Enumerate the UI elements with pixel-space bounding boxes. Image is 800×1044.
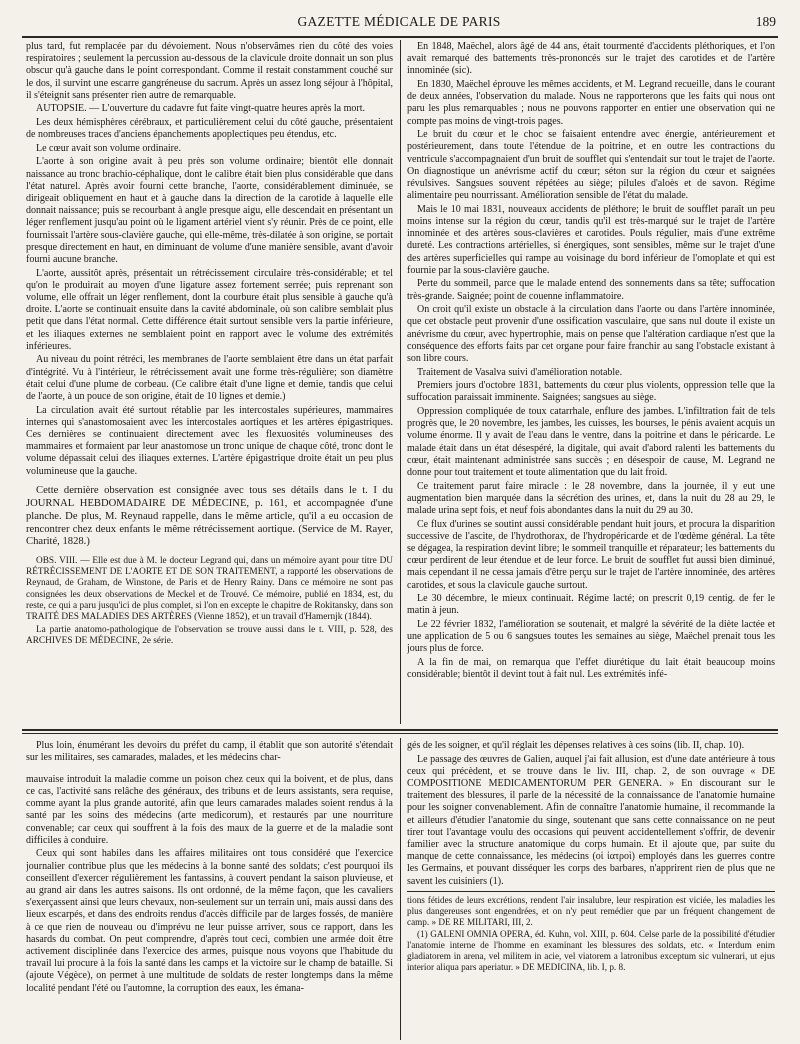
paragraph: La partie anatomo-pathologique de l'observation se trouve aussi dans le t. VIII, p. 528, des ARCHIVES DE MÉDECINE, 2e série.	[26, 624, 393, 647]
observation-heading: OBS. VIII. — Elle est due à M. le docteur Legrand qui, dans un mémoire ayant pour titre DU RÉTRÉCISSEMENT DE L'AORTE ET DE SON TRAITEMENT, a rapporté les observations de Reynaud, de Graham, de Winstone, de Paris et de Henry Rainy. Dans ce mémoire ne sont pas consignées les deux observations de Meckel et de Trouvé. Ce mémoire, publié en 1834, est, du reste, ce qui a paru jusqu'ici de plus complet, si l'on en excepte le chapitre de Rokitansky, dans son TRAITÉ DES MALADIES DES ARTÈRES (Vienne 1852), et un travail d'Hamernjk (1844).	[26, 555, 393, 623]
paragraph: Le bruit du cœur et le choc se faisaient entendre avec énergie, antérieurement et postérieurement, dans toute l'étendue de la poitrine, et en outre les contractions du ventricule s'accompagnaient d'un bruit de soufflet qui s'entendait sur tout le trajet de l'aorte. On diagnostique un anévrisme actif du cœur; séton sur la région du cœur et saignées révulsives. Sangsues souvent répétées au siège; pilules d'aloès et de savon. Régime alimentaire peu nourrissant. Amélioration sensible de l'état du malade.	[407, 129, 775, 202]
paragraph: Ce traitement parut faire miracle : le 28 novembre, dans la journée, il y eut une augmentation bien marquée dans la sécrétion des urines, et, dans la nuit du 28 au 29, le malade urina sept fois, et neuf fois abondantes dans la nuit du 29 au 30.	[407, 480, 775, 517]
autopsy-heading: AUTOPSIE. — L'ouverture du cadavre fut faite vingt-quatre heures après la mort.	[36, 103, 366, 115]
paragraph: Traitement de Vasalva suivi d'amélioration notable.	[417, 366, 623, 378]
column-divider	[400, 40, 401, 724]
paragraph: Oppression compliquée de toux catarrhale, enflure des jambes. L'infiltration fait de tels progrès que, le 20 novembre, les jambes, les cuisses, les bourses, le pénis avaient acquis un volume énorme. Il y avait de l'eau dans le ventre, dans la poitrine et dans le péricarde. Le malade était dans un état désespéré, la digitale, qui avait d'abord ralenti les battements du cœur, était maintenant administrée sans succès ; en désespoir de cause, M. Legrand ne donne pour tout traitement et toute alimentation que du lait froid.	[407, 406, 775, 479]
feuilleton-column-divider	[400, 738, 401, 1040]
page-header	[22, 14, 776, 36]
journal-title: GAZETTE MÉDICALE DE PARIS	[297, 14, 501, 29]
paragraph: Cette dernière observation est consignée avec tous ses détails dans le t. I du JOURNAL HEBDOMADAIRE DE MÉDECINE, p. 161, et accompagnée d'une planche. De plus, M. Reynaud rappelle, dans le même article, qu'il a eu occasion de rencontrer chez deux enfants le même rétrécissement aortique. (Service de M. Rayer, Charité, 1828.)	[26, 485, 393, 548]
paragraph: Plus loin, énumérant les devoirs du préfet du camp, il établit que son autorité s'étendait sur les militaires, ses camarades, malades, et les médecins char-	[26, 740, 393, 764]
paragraph: La circulation avait été surtout rétablie par les intercostales supérieures, mammaires internes qui s'anastomosaient avec les intercostales aortiques et les artères épigastriques. Ces dernières se continuaient directement avec les flexuosités volumineuses des mammaires et formaient par leur anastomose un tronc unique de chaque côté, tronc dont le volume dépassait celui des iliaques externes. L'artère épigastrique droite était un peu plus volumineuse que la gauche.	[26, 404, 393, 477]
paragraph: A la fin de mai, on remarqua que l'effet diurétique du lait était beaucoup moins considérable; bientôt il devint tout à fait nul. Les extrémités infé-	[407, 657, 775, 681]
feuilleton-rule-thin	[22, 733, 778, 734]
footnote-rule	[407, 891, 775, 892]
paragraph: Mais le 10 mai 1831, nouveaux accidents de pléthore; le bruit de soufflet paraît un peu moins intense sur la région du cœur, tandis qu'il est très-marqué sur le trajet de l'artère innominée et des artères sous-clavières et carotides. Pouls régulier, mais d'une extrême dureté. Les contractions artérielles, si énergiques, sont sensibles, même sur le trajet d'une des artères superficielles qui rampe au voisinage du bord inférieur de l'omoplate et qui est fournie par la sous-clavière gauche.	[407, 203, 775, 276]
feuilleton-right-column	[407, 740, 775, 1040]
header-rule	[22, 36, 778, 38]
paragraph: Le 22 février 1832, l'amélioration se soutenait, et malgré la sévérité de la diète lactée et une application de 5 ou 6 sangsues toutes les semaines au siège, Maëchel prenait tous les jours plus de force.	[407, 619, 775, 655]
paragraph: On croit qu'il existe un obstacle à la circulation dans l'aorte ou dans l'artère innominée, que cet obstacle peut provenir d'une ossification vasculaire, que sans nul doute il existe un anévrisme du cœur, avec hypertrophie, mais on pense que l'altération cardiaque n'est que la conséquence des efforts faits par cet organe pour faire franchir au sang l'obstacle existant à son libre cours.	[407, 304, 775, 365]
paragraph: Le cœur avait son volume ordinaire.	[36, 142, 181, 154]
paragraph: Le 30 décembre, le mieux continuait. Régime lacté; on prescrit 0,19 centig. de fer le matin à jeun.	[407, 593, 775, 617]
paragraph: Ceux qui sont habiles dans les affaires militaires ont tous considéré que l'exercice journalier contribue plus que les médecins à la bonne santé des soldats; c'est pourquoi ils conseillent d'exercer régulièrement les fantassins, à couvert pendant la saison pluvieuse, et au grand air dans les autres saisons. Ils ont ordonné, de la même façon, que les cavaliers s'exerçassent ainsi que leurs chevaux, non-seulement sur un terrain uni, mais aussi dans des lieux escarpés, et dans des endroits rendus d'accès difficile par de larges fossés, de manière à ce que rien de nouveau ou d'imprévu ne leur puisse arriver, sous ce rapport, dans les hasards du combat. On peut comprendre, d'après tout ceci, combien une armée doit être activement disciplinée dans l'exercice des armes, puisque nous voyons que l'habitude du travail lui procure à la fois la santé dans les camps et la victoire sur le champ de bataille. Si (ajoute Végèce), on permet à une multitude de soldats de rester longtemps dans la même localité pendant l'été ou l'automne, la corruption des eaux, les émana-	[26, 848, 393, 994]
paragraph: tions fétides de leurs excrétions, rendent l'air insalubre, leur respiration est viciée, les maladies les plus dangereuses sont engendrées, et on n'y peut remédier que par un fréquent changement de camp. » DE RE MILITARI, III, 2.	[407, 894, 775, 927]
paragraph: Ce flux d'urines se soutint aussi considérable pendant huit jours, et procura la disparition successive de l'ascite, de l'hydrothorax, de l'hydropéricarde et de l'œdème général. La tête se dégagea, la respiration devint libre; le sommeil tranquille et réparateur; les battements du cœur perdirent de leur étendue et de leur force. Le bruit de soufflet fut aussi bien diminué, mais cependant il ne cessa jamais d'être perçu sur le trajet de l'artère innominée, des artères carotides, et sous la clavicule gauche surtout.	[407, 518, 775, 591]
paragraph: L'aorte, aussitôt après, présentait un rétrécissement circulaire très-considérable; et tel qu'on le produirait au moyen d'une ligature assez fortement serrée; puis reprenant son volume, elle offrait un léger renflement, dont la courbure était plus sensible à gauche qu'à droite. L'aorte se continuait ensuite dans la cavité abdominale, où son calibre semblait plus petit que dans l'état normal. Cette différence était surtout sensible vers la partie inférieure, et les iliaques externes ne semblaient point en rapport avec le volume des extrémités inférieures.	[26, 267, 393, 352]
paragraph: mauvaise introduit la maladie comme un poison chez ceux qui la boivent, et de plus, dans ce cas, l'activité sans relâche des généraux, des tribuns et de leurs assistants, sera requise, comme ayant la plus grande autorité, afin que leurs camarades malades soient rendus à la santé par les soins des médecins (arte medicorum), et restaurés par une nourriture convenable; car ceux qui souffrent à la fois des maux de la guerre et de la maladie sont difficiles à conduire.	[26, 773, 393, 846]
paragraph: Le passage des œuvres de Galien, auquel j'ai fait allusion, est d'une date antérieure à tous ceux qui précèdent, et se trouve dans le liv. III, chap. 2, de son ouvrage « DE COMPOSITIONE MEDICAMENTORUM PER GENERA. » En discourant sur le traitement des blessures, il parle de la nécessité de la connaissance de l'anatomie humaine pour les soigner convenablement. Afin de connaître l'anatomie humaine, il recommande la et ailleurs d'étudier l'anatomie du singe, soutenant que sans cette connaissance on ne peut tirer tout l'avantage voulu des occasions qui peuvent accidentellement s'offrir, de devenir familier avec la structure anatomique du corps humain. Et il ajoute que, par suite du manque de cette connaissance, les médecins (οἱ ἰατροὶ) employés dans les guerres contre les Germains, et pouvant disséquer les corps des barbares, n'apprirent rien de plus que ne savent les cuisiniers (1).	[407, 753, 775, 887]
footnote: (1) GALENI OMNIA OPERA, éd. Kuhn, vol. XIII, p. 604. Celse parle de la possibilité d'étudier l'anatomie interne de l'homme en examinant les blessures des soldats, etc. « Interdum enim gladiatorem in arena, vel militem in acie, vel viatorem a latronibus exceptum sic vulnerari, ut ejus interior aliqua pars aperiatur. » DE MEDICINA, lib. I, p. 8.	[407, 929, 775, 973]
feuilleton-left-column	[26, 740, 393, 1040]
paragraph: Perte du sommeil, parce que le malade entend des sonnements dans sa tête; suffocation très-grande. Saignée; point de couenne inflammatoire.	[407, 278, 775, 302]
paragraph: gés de les soigner, et qu'il réglait les dépenses relatives à ces soins (lib. II, chap. 10).	[407, 740, 745, 751]
right-column	[407, 41, 775, 721]
paragraph: Au niveau du point rétréci, les membranes de l'aorte semblaient être dans un état parfait d'intégrité. Vu à l'intérieur, le rétrécissement avait une forme très-régulière; son diamètre était celui d'une plume de corbeau. (Ce calibre était d'une ligne et demie, tandis que celui de l'aorte, à un pouce de son origine, était de 10 lignes et demie.)	[26, 354, 393, 403]
left-column	[26, 41, 393, 721]
paragraph: plus tard, fut remplacée par du dévoiement. Nous n'observâmes rien du côté des voies respiratoires ; seulement la percussion au-dessous de la clavicule droite donnait un son plus obscur qu'à gauche dans le point correspondant. Comme il restait constamment couché sur le dos, il survint une escarre gangréneuse du sacrum. Après un assez long séjour à l'hôpital, il s'éteignit sans présenter rien autre de remarquable.	[26, 41, 393, 101]
feuilleton-rule	[22, 729, 778, 731]
paragraph: En 1848, Maëchel, alors âgé de 44 ans, était tourmenté d'accidents pléthoriques, et l'on avait remarqué des battements très-prononcés sur le trajet des carotides et de l'artère innominée (sic).	[407, 41, 775, 77]
paragraph: L'aorte à son origine avait à peu près son volume ordinaire; bientôt elle donnait naissance au tronc brachio-céphalique, dont le calibre était bien plus considérable que dans l'état naturel. Après avoir fourni cette branche, l'aorte, considérablement diminuée, se dirigeait obliquement en haut et à gauche dans la direction de la carotide à laquelle elle donnait naissance; puis se recourbant à angle presque aigu, elle descendait en présentant un léger renflement jusqu'au point où le ligament artériel vient s'y réunir. Près de ce point, elle fournissait l'artère sous-clavière gauche, qui elle-même, très-dilatée à son origine, se portait presque directement en haut, en diminuant de volume d'une manière sensible, avant d'avoir fourni aucune branche.	[26, 156, 393, 266]
paragraph: Les deux hémisphères cérébraux, et particulièrement celui du côté gauche, présentaient de nombreuses traces d'anciens épanchements apoplectiques peu étendus, etc.	[26, 117, 393, 141]
paragraph: Premiers jours d'octobre 1831, battements du cœur plus violents, oppression telle que la suffocation paraissait imminente. Saignées; sangsues au siège.	[407, 380, 775, 404]
paragraph: En 1830, Maëchel éprouve les mêmes accidents, et M. Legrand recueille, dans le courant de deux années, l'observation du malade. Nous ne rapporterons que les faits qui nous ont paru les plus remarquables ; nous ne pouvons rapporter en entier une observation qui ne compte pas moins de vingt-trois pages.	[407, 79, 775, 127]
page-number: 189	[755, 14, 776, 29]
